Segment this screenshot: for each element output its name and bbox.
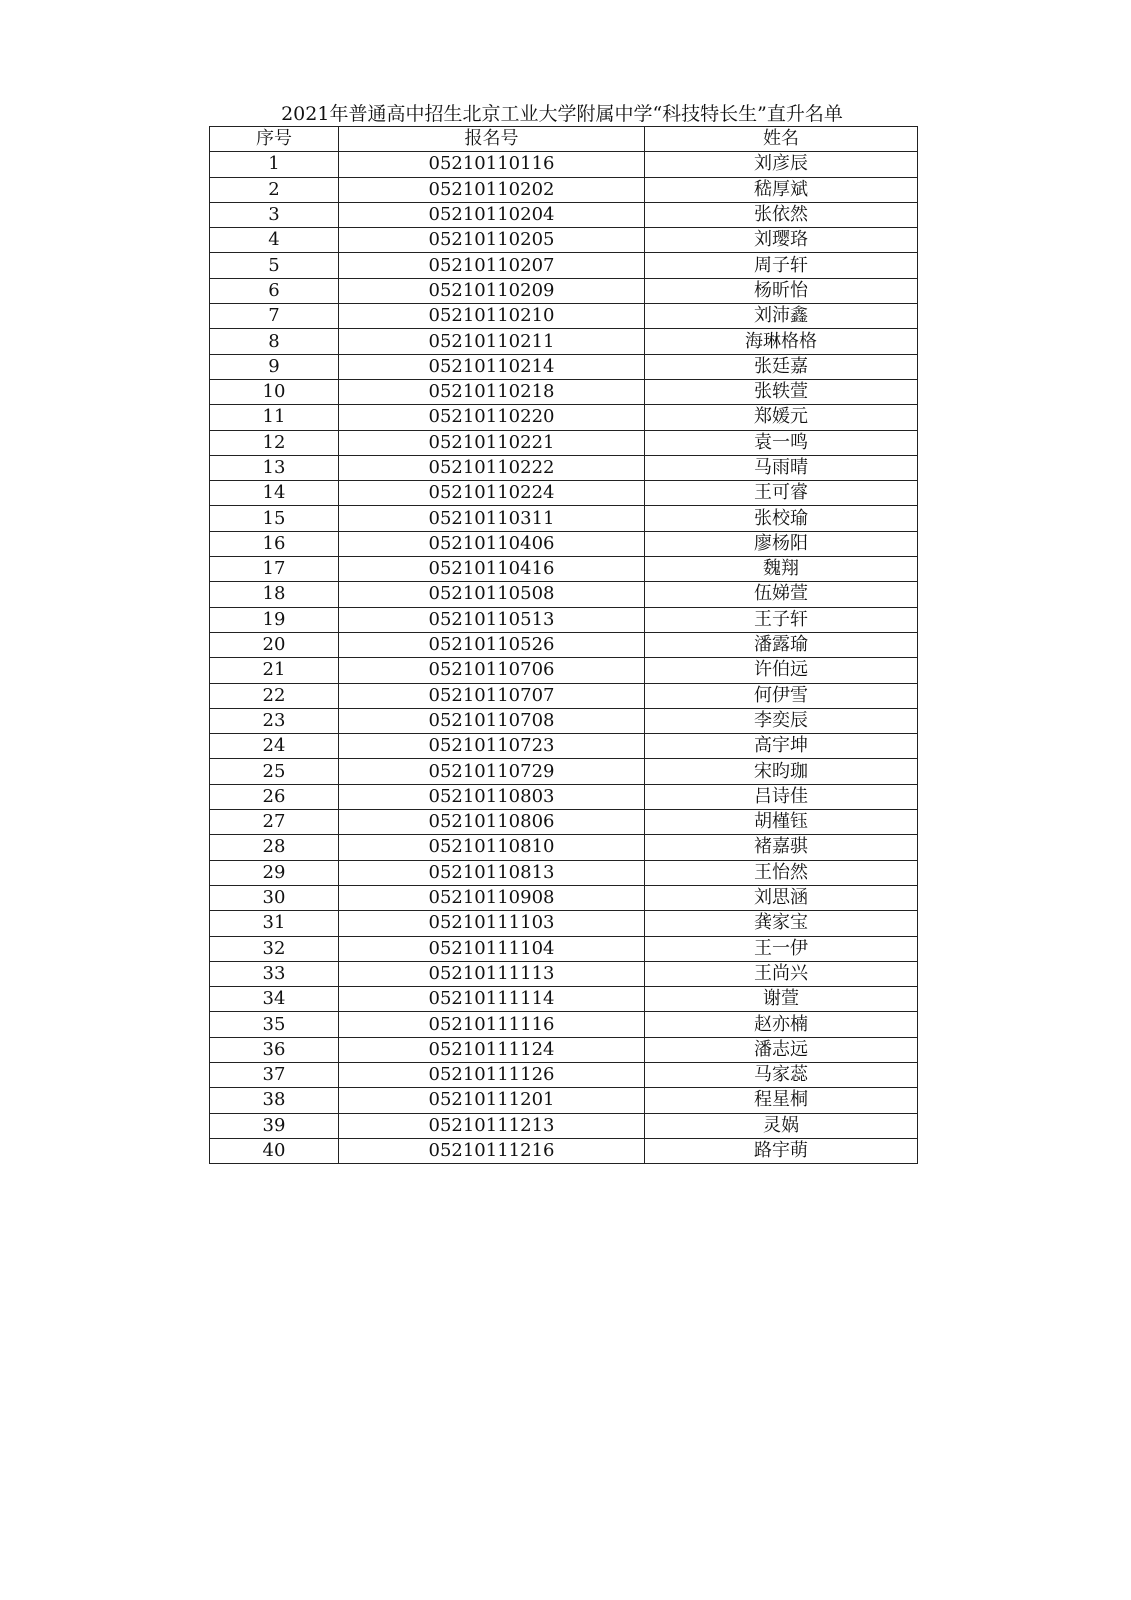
row-index: 19: [210, 607, 339, 632]
row-name: 王尚兴: [645, 961, 918, 986]
row-name: 王可睿: [645, 481, 918, 506]
row-name: 嵇厚斌: [645, 177, 918, 202]
row-index: 5: [210, 253, 339, 278]
row-registration-number: 05210110224: [339, 481, 645, 506]
row-name: 许伯远: [645, 658, 918, 683]
table-row: [210, 987, 918, 1012]
row-index: 17: [210, 557, 339, 582]
row-index: 27: [210, 810, 339, 835]
row-registration-number: 05210110908: [339, 885, 645, 910]
table-row: [210, 430, 918, 455]
row-index: 9: [210, 354, 339, 379]
row-registration-number: 05210110803: [339, 784, 645, 809]
row-registration-number: 05210110508: [339, 582, 645, 607]
table-row: [210, 1012, 918, 1037]
table-row: [210, 683, 918, 708]
row-index: 30: [210, 885, 339, 910]
row-name: 吕诗佳: [645, 784, 918, 809]
row-name: 路宇萌: [645, 1138, 918, 1163]
row-index: 15: [210, 506, 339, 531]
row-name: 伍娣萱: [645, 582, 918, 607]
row-name: 魏翔: [645, 557, 918, 582]
row-name: 褚嘉骐: [645, 835, 918, 860]
table-row: [210, 607, 918, 632]
row-name: 李奕辰: [645, 708, 918, 733]
table-row: [210, 202, 918, 227]
row-name: 张轶萱: [645, 379, 918, 404]
row-registration-number: 05210111124: [339, 1037, 645, 1062]
row-registration-number: 05210110205: [339, 228, 645, 253]
table-row: [210, 253, 918, 278]
row-name: 袁一鸣: [645, 430, 918, 455]
row-index: 40: [210, 1138, 339, 1163]
table-row: [210, 961, 918, 986]
table-row: [210, 1113, 918, 1138]
header-name: 姓名: [645, 127, 918, 152]
row-name: 灵娲: [645, 1113, 918, 1138]
row-index: 20: [210, 632, 339, 657]
row-registration-number: 05210110806: [339, 810, 645, 835]
row-registration-number: 05210111113: [339, 961, 645, 986]
table-header-row: [210, 127, 918, 152]
table-row: [210, 379, 918, 404]
row-index: 33: [210, 961, 339, 986]
row-name: 海琳格格: [645, 329, 918, 354]
row-registration-number: 05210111201: [339, 1088, 645, 1113]
table-body: [210, 127, 918, 1164]
row-index: 7: [210, 304, 339, 329]
row-registration-number: 05210110810: [339, 835, 645, 860]
row-name: 程星桐: [645, 1088, 918, 1113]
row-index: 29: [210, 860, 339, 885]
table-row: [210, 455, 918, 480]
row-index: 35: [210, 1012, 339, 1037]
row-name: 王子轩: [645, 607, 918, 632]
table-row: [210, 582, 918, 607]
row-name: 马家蕊: [645, 1062, 918, 1087]
row-registration-number: 05210111103: [339, 911, 645, 936]
row-name: 龚家宝: [645, 911, 918, 936]
row-index: 21: [210, 658, 339, 683]
row-index: 16: [210, 531, 339, 556]
row-index: 4: [210, 228, 339, 253]
row-name: 刘沛鑫: [645, 304, 918, 329]
row-index: 24: [210, 734, 339, 759]
row-registration-number: 05210110214: [339, 354, 645, 379]
table-row: [210, 506, 918, 531]
row-name: 廖杨阳: [645, 531, 918, 556]
table-row: [210, 885, 918, 910]
row-name: 张廷嘉: [645, 354, 918, 379]
row-registration-number: 05210111126: [339, 1062, 645, 1087]
table-row: [210, 936, 918, 961]
table-row: [210, 860, 918, 885]
row-registration-number: 05210110204: [339, 202, 645, 227]
row-name: 潘志远: [645, 1037, 918, 1062]
row-registration-number: 05210110723: [339, 734, 645, 759]
document-title: 2021年普通高中招生北京工业大学附属中学“科技特长生”直升名单: [281, 103, 843, 125]
header-registration-number: 报名号: [339, 127, 645, 152]
row-name: 杨昕怡: [645, 278, 918, 303]
row-registration-number: 05210110707: [339, 683, 645, 708]
row-name: 周子轩: [645, 253, 918, 278]
table-row: [210, 1088, 918, 1113]
row-registration-number: 05210111104: [339, 936, 645, 961]
header-index: 序号: [210, 127, 339, 152]
table-row: [210, 304, 918, 329]
table-row: [210, 810, 918, 835]
table-row: [210, 557, 918, 582]
row-registration-number: 05210110813: [339, 860, 645, 885]
table-row: [210, 911, 918, 936]
row-name: 赵亦楠: [645, 1012, 918, 1037]
row-name: 何伊雪: [645, 683, 918, 708]
table-row: [210, 177, 918, 202]
row-registration-number: 05210110202: [339, 177, 645, 202]
table-row: [210, 405, 918, 430]
table-row: [210, 734, 918, 759]
table-row: [210, 531, 918, 556]
row-index: 23: [210, 708, 339, 733]
table-row: [210, 632, 918, 657]
row-name: 刘思涵: [645, 885, 918, 910]
row-name: 胡槿钰: [645, 810, 918, 835]
row-index: 31: [210, 911, 339, 936]
row-name: 刘彦辰: [645, 152, 918, 177]
row-index: 25: [210, 759, 339, 784]
row-name: 宋昀珈: [645, 759, 918, 784]
row-registration-number: 05210110220: [339, 405, 645, 430]
row-registration-number: 05210110708: [339, 708, 645, 733]
row-name: 王怡然: [645, 860, 918, 885]
row-name: 郑媛元: [645, 405, 918, 430]
student-list-table: [209, 126, 918, 1164]
table-row: [210, 354, 918, 379]
table-row: [210, 1037, 918, 1062]
row-index: 8: [210, 329, 339, 354]
row-registration-number: 05210110222: [339, 455, 645, 480]
row-registration-number: 05210110526: [339, 632, 645, 657]
row-index: 11: [210, 405, 339, 430]
row-registration-number: 05210110211: [339, 329, 645, 354]
row-name: 潘露瑜: [645, 632, 918, 657]
row-registration-number: 05210110311: [339, 506, 645, 531]
row-name: 张校瑜: [645, 506, 918, 531]
row-registration-number: 05210111213: [339, 1113, 645, 1138]
table-row: [210, 481, 918, 506]
table-row: [210, 278, 918, 303]
row-registration-number: 05210110406: [339, 531, 645, 556]
row-name: 谢萱: [645, 987, 918, 1012]
row-registration-number: 05210110218: [339, 379, 645, 404]
row-index: 12: [210, 430, 339, 455]
row-index: 1: [210, 152, 339, 177]
row-registration-number: 05210111116: [339, 1012, 645, 1037]
row-registration-number: 05210110209: [339, 278, 645, 303]
table-row: [210, 784, 918, 809]
row-registration-number: 05210110116: [339, 152, 645, 177]
row-registration-number: 05210111114: [339, 987, 645, 1012]
row-index: 6: [210, 278, 339, 303]
table-row: [210, 658, 918, 683]
row-index: 3: [210, 202, 339, 227]
row-name: 高宇坤: [645, 734, 918, 759]
row-index: 14: [210, 481, 339, 506]
row-index: 2: [210, 177, 339, 202]
row-index: 28: [210, 835, 339, 860]
row-index: 22: [210, 683, 339, 708]
row-registration-number: 05210110706: [339, 658, 645, 683]
row-registration-number: 05210110416: [339, 557, 645, 582]
row-index: 37: [210, 1062, 339, 1087]
table-row: [210, 228, 918, 253]
row-index: 26: [210, 784, 339, 809]
row-index: 32: [210, 936, 339, 961]
row-index: 18: [210, 582, 339, 607]
row-index: 34: [210, 987, 339, 1012]
row-index: 10: [210, 379, 339, 404]
row-registration-number: 05210110513: [339, 607, 645, 632]
table-row: [210, 152, 918, 177]
row-index: 13: [210, 455, 339, 480]
row-name: 马雨晴: [645, 455, 918, 480]
row-index: 39: [210, 1113, 339, 1138]
row-name: 王一伊: [645, 936, 918, 961]
row-registration-number: 05210111216: [339, 1138, 645, 1163]
table-row: [210, 329, 918, 354]
table-row: [210, 835, 918, 860]
row-index: 38: [210, 1088, 339, 1113]
row-index: 36: [210, 1037, 339, 1062]
table-row: [210, 1138, 918, 1163]
row-registration-number: 05210110210: [339, 304, 645, 329]
row-registration-number: 05210110729: [339, 759, 645, 784]
row-name: 刘璎珞: [645, 228, 918, 253]
table-row: [210, 1062, 918, 1087]
table-row: [210, 708, 918, 733]
table-row: [210, 759, 918, 784]
row-registration-number: 05210110207: [339, 253, 645, 278]
row-name: 张依然: [645, 202, 918, 227]
row-registration-number: 05210110221: [339, 430, 645, 455]
